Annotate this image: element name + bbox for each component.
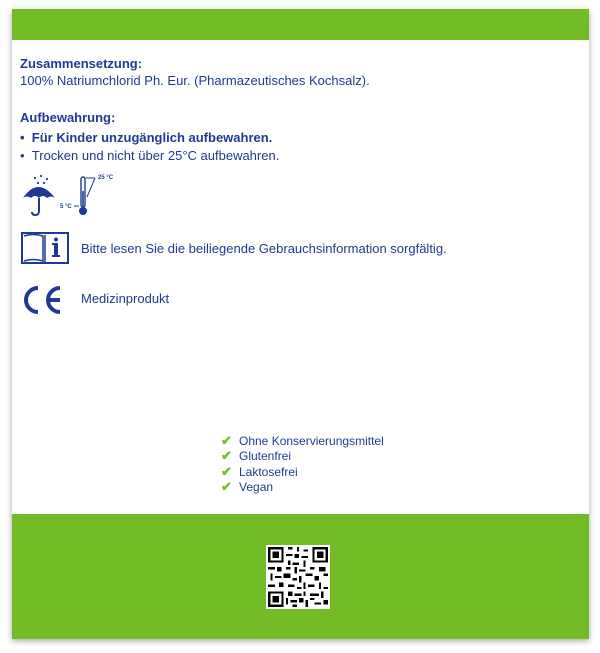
ce-text: Medizinprodukt bbox=[81, 291, 170, 306]
storage-item-1-text: Für Kinder unzugänglich aufbewahren. bbox=[31, 130, 273, 145]
temp-min-label: 5 °C bbox=[60, 204, 72, 210]
feature-checklist bbox=[221, 433, 384, 495]
checkmark-icon: ✔ bbox=[221, 479, 232, 495]
instructions-book-icon bbox=[21, 232, 69, 264]
qr-code-icon[interactable] bbox=[266, 545, 330, 609]
feature-text: Ohne Konservierungsmittel bbox=[239, 433, 384, 448]
umbrella-icon bbox=[20, 172, 60, 217]
info-text: Bitte lesen Sie die beiliegende Gebrauchsinformation sorgfältig. bbox=[81, 241, 447, 256]
feature-item bbox=[221, 464, 384, 480]
feature-text: Vegan bbox=[239, 480, 274, 495]
storage-item-1: • Für Kinder unzugänglich aufbewahren. bbox=[20, 130, 273, 145]
temp-max-label: 25 °C bbox=[98, 175, 114, 181]
storage-item-2: • Trocken und nicht über 25°C aufbewahren. bbox=[20, 148, 280, 163]
composition-heading: Zusammensetzung: bbox=[20, 56, 143, 71]
composition-text: 100% Natriumchlorid Ph. Eur. (Pharmazeutisches Kochsalz). bbox=[20, 73, 370, 88]
ce-mark-icon bbox=[20, 284, 68, 316]
checkmark-icon: ✔ bbox=[221, 432, 232, 448]
feature-text: Glutenfrei bbox=[239, 449, 292, 464]
top-green-band bbox=[12, 9, 589, 40]
checkmark-icon: ✔ bbox=[221, 448, 232, 464]
checkmark-icon: ✔ bbox=[221, 463, 232, 479]
feature-item bbox=[221, 433, 384, 449]
product-label-card bbox=[12, 9, 589, 639]
feature-item bbox=[221, 449, 384, 465]
feature-text: Laktosefrei bbox=[239, 464, 298, 479]
storage-item-2-text: Trocken und nicht über 25°C aufbewahren. bbox=[31, 148, 280, 163]
feature-item bbox=[221, 480, 384, 496]
storage-heading: Aufbewahrung: bbox=[20, 110, 116, 125]
